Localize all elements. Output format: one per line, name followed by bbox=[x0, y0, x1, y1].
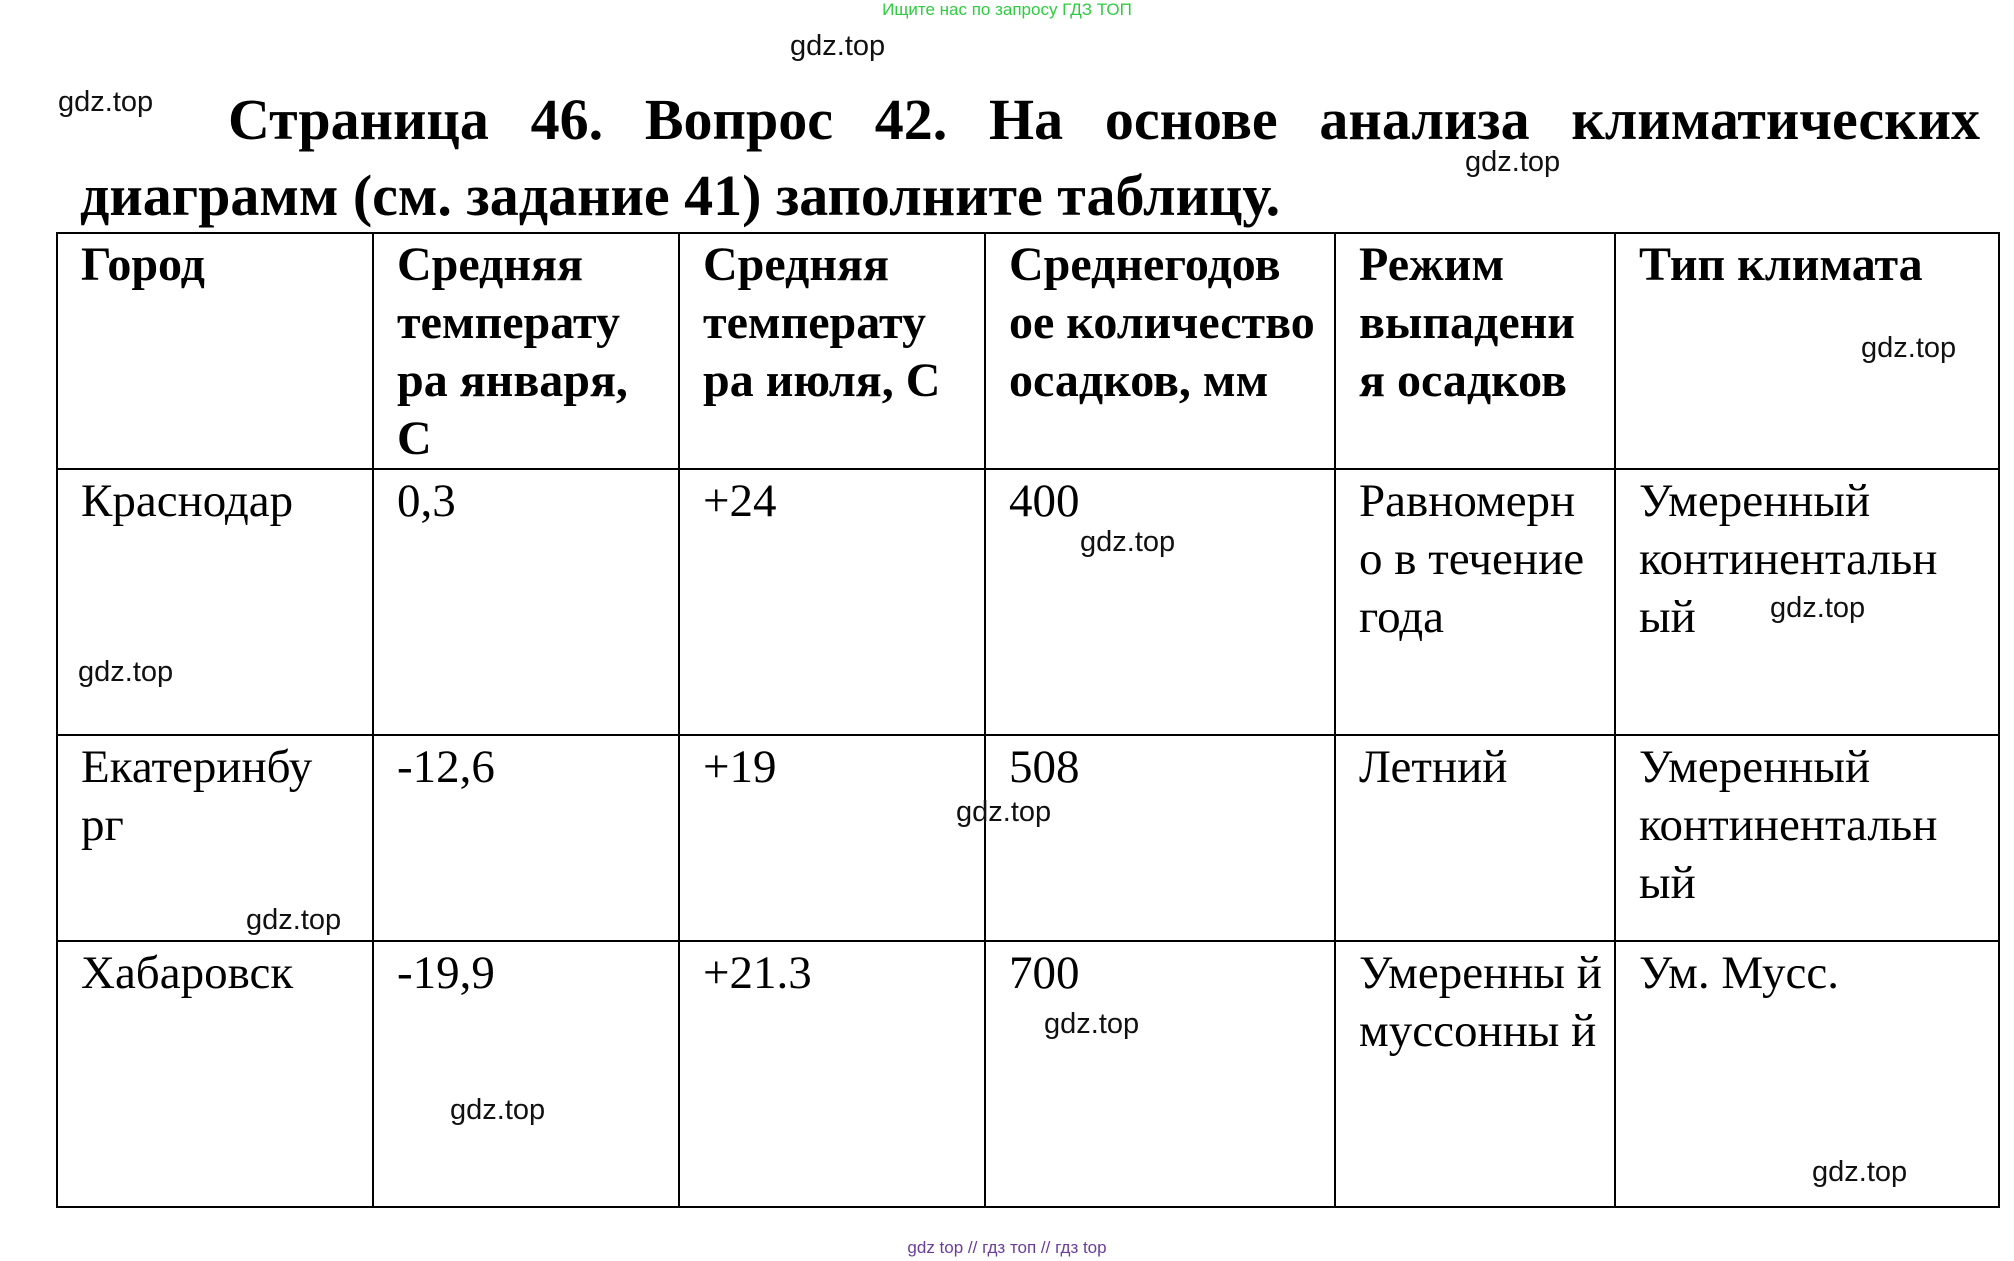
cell-climate-type: Умеренный континентальн ый bbox=[1615, 735, 1999, 941]
footer-links: gdz top // гдз топ // гдз top bbox=[907, 1238, 1107, 1257]
table-header-row bbox=[57, 233, 1999, 469]
cell-precipitation: 700 bbox=[985, 941, 1335, 1207]
cell-jan-temp: -19,9 bbox=[373, 941, 679, 1207]
watermark: gdz.top bbox=[1812, 1156, 1908, 1188]
watermark: gdz.top bbox=[246, 904, 342, 936]
watermark: gdz.top bbox=[1861, 332, 1957, 364]
table-row bbox=[57, 941, 1999, 1207]
climate-table bbox=[56, 232, 2000, 1208]
page-title bbox=[80, 82, 1980, 234]
header-jul-temp: Средняя температу ра июля, С bbox=[679, 233, 985, 469]
cell-precipitation: 400 bbox=[985, 469, 1335, 735]
header-precip-regime: Режим выпадени я осадков bbox=[1335, 233, 1615, 469]
table-row bbox=[57, 735, 1999, 941]
cell-precip-regime: Летний bbox=[1335, 735, 1615, 941]
cell-jul-temp: +19 bbox=[679, 735, 985, 941]
header-jan-temp: Средняя температу ра января, С bbox=[373, 233, 679, 469]
cell-jul-temp: +21.3 bbox=[679, 941, 985, 1207]
top-search-hint: Ищите нас по запросу ГДЗ ТОП bbox=[882, 0, 1132, 19]
cell-city: Екатеринбу рг bbox=[57, 735, 373, 941]
watermark: gdz.top bbox=[1044, 1008, 1140, 1040]
watermark: gdz.top bbox=[78, 656, 174, 688]
header-climate-type: Тип климата bbox=[1615, 233, 1999, 469]
watermark: gdz.top bbox=[1465, 146, 1561, 178]
watermark: gdz.top bbox=[956, 796, 1052, 828]
watermark: gdz.top bbox=[1770, 592, 1866, 624]
cell-precip-regime: Умеренны й муссонны й bbox=[1335, 941, 1615, 1207]
cell-precipitation: 508 bbox=[985, 735, 1335, 941]
cell-city: Краснодар bbox=[57, 469, 373, 735]
watermark: gdz.top bbox=[58, 86, 154, 118]
watermark: gdz.top bbox=[1080, 526, 1176, 558]
cell-climate-type: Умеренный континентальн ый bbox=[1615, 469, 1999, 735]
title-line-2: диаграмм (см. задание 41) заполните таблицу. bbox=[80, 163, 1281, 228]
header-precipitation: Среднегодов ое количество осадков, мм bbox=[985, 233, 1335, 469]
watermark: gdz.top bbox=[790, 30, 886, 62]
cell-jan-temp: 0,3 bbox=[373, 469, 679, 735]
header-city: Город bbox=[57, 233, 373, 469]
cell-climate-type: Ум. Мусс. bbox=[1615, 941, 1999, 1207]
cell-jan-temp: -12,6 bbox=[373, 735, 679, 941]
cell-jul-temp: +24 bbox=[679, 469, 985, 735]
table-row bbox=[57, 469, 1999, 735]
title-line-1: Страница 46. Вопрос 42. На основе анализа климатических bbox=[228, 87, 1980, 152]
cell-precip-regime: Равномерн о в течение года bbox=[1335, 469, 1615, 735]
cell-city: Хабаровск bbox=[57, 941, 373, 1207]
watermark: gdz.top bbox=[450, 1094, 546, 1126]
